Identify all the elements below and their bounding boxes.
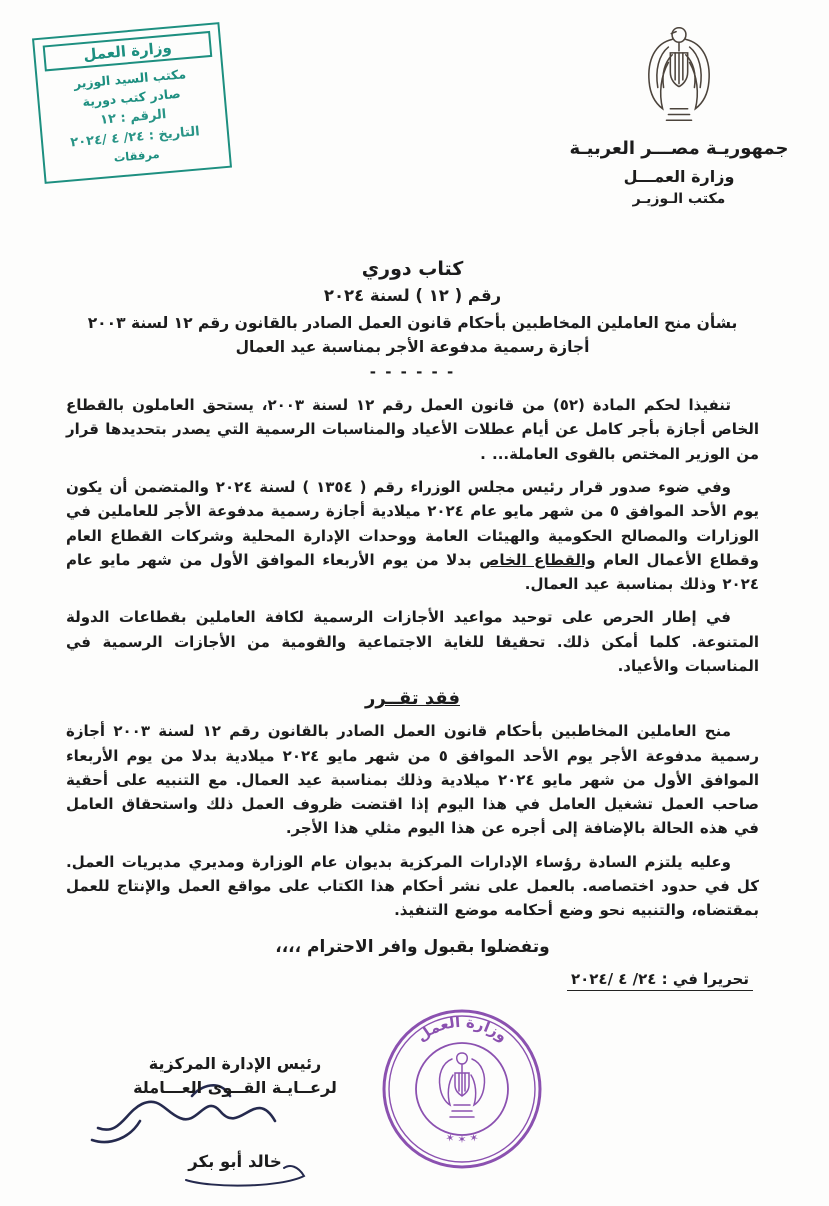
- registry-stamp-attachments-line: مرفقات: [113, 146, 161, 165]
- subject-line-2: أجازة رسمية مدفوعة الأجر بمناسبة عيد العمال: [235, 338, 590, 357]
- registry-stamp-office-line: مكتب السيد الوزير: [73, 66, 187, 91]
- signatory-title-line-2: لرعــايـة القــوى العـــاملة: [133, 1078, 337, 1097]
- svg-text:وزارة العمل: [413, 1013, 511, 1045]
- letterhead-office: مكتب الـوزيـر: [632, 191, 726, 207]
- round-stamp-ministry-text: وزارة العمل: [413, 1012, 512, 1046]
- letterhead-ministry: وزارة العمـــل: [623, 167, 735, 186]
- subject-line-1: بشأن منح العاملين المخاطبين بأحكام قانون العمل الصادر بالقانون رقم ١٢ لسنة ٢٠٠٣: [87, 314, 738, 332]
- registry-stamp: [32, 22, 232, 184]
- issue-date: تحريرا في : ٢٤/ ٤ /٢٠٢٤: [567, 970, 753, 991]
- official-round-stamp: [378, 1005, 546, 1173]
- registry-stamp-outgoing-line: صادر كتب دورية: [81, 86, 182, 110]
- document-number-line: رقم ( ١٢ ) لسنة ٢٠٢٤: [323, 286, 502, 305]
- registry-stamp-title: وزارة العمل: [43, 31, 213, 72]
- registry-stamp-date-line: التاريخ : ٢٤/ ٤ /٢٠٢٤: [69, 124, 201, 151]
- pm-decree-text-after: بدلا من يوم الأربعاء الموافق الأول من شهر مايو عام ٢٠٢٤ وذلك بمناسبة عيد العمال.: [66, 550, 759, 594]
- paragraph-legal-basis: تنفيذا لحكم المادة (٥٢) من قانون العمل رقم ١٢ لسنة ٢٠٠٣، يستحق العاملون بالقطاع الخاص أجازة بأجر كامل عن أيام عطلات الأعياد والمناسبات الرسمية التي يصدر بتحديدها قرار من الوزير المختص بالقوى العاملة... .: [66, 396, 759, 463]
- pm-decree-private-sector-emphasis: والقطاع الخاص: [479, 550, 596, 569]
- signatory-name: خالد أبو بكر: [188, 1152, 282, 1171]
- title-divider: - - - - - -: [369, 363, 456, 382]
- letter-body: [66, 258, 759, 991]
- paragraph-decision: منح العاملين المخاطبين بأحكام قانون العمل الصادر بالقانون رقم ١٢ لسنة ٢٠٠٣ أجازة رسمية مدفوعة الأجر يوم الأحد الموافق ٥ من شهر مايو ٢٠٢٤ ميلادية بدلا من يوم الأربعاء الموافق الأول من شهر مايو ٢٠٢٤ ميلادية وذلك بمناسبة عيد العمال. مع التنبيه على أحقية صاحب العمل تشغيل العامل في هذا اليوم إذا اقتضت ظروف العمل ذلك واستحقاق العامل في هذه الحالة بالإضافة إلى أجره عن هذا اليوم مثلي هذا الأجر.: [66, 722, 759, 838]
- letterhead-country: جمهوريـة مصـــر العربيـة: [569, 138, 789, 159]
- paragraph-unification-rationale: في إطار الحرص على توحيد مواعيد الأجازات الرسمية لكافة العاملين بقطاعات الدولة المتنوعة. كلما أمكن ذلك. تحقيقا للغاية الاجتماعية والقومية من الأجازات الرسمية في المناسبات والأعياد.: [66, 608, 759, 675]
- svg-text:✶ ✶ ✶: ✶ ✶ ✶: [443, 1130, 481, 1146]
- pm-decree-text-before: وفي ضوء صدور قرار رئيس مجلس الوزراء رقم ( ١٣٥٤ ) لسنة ٢٠٢٤ والمتضمن أن يكون يوم الأحد الموافق ٥ من شهر مايو عام ٢٠٢٤ ميلادية أجازة رسمية مدفوعة الأجر للعاملين في الوزارات والمصالح الحكومية والهيئات العامة ووحدات الإدارة المحلية وشركات القطاع العام وقطاع الأعمال العام: [66, 477, 759, 569]
- letterhead: [569, 22, 789, 207]
- signatory-block: [110, 1052, 360, 1171]
- registry-stamp-number-line: الرقم : ١٢: [99, 106, 167, 128]
- egypt-eagle-emblem-icon: [635, 22, 723, 128]
- closing-salutation: وتفضلوا بقبول وافر الاحترام ،،،،: [275, 936, 550, 957]
- decision-heading: فقد تقــرر: [365, 688, 460, 710]
- signatory-title-line-1: رئيس الإدارة المركزية: [148, 1054, 322, 1073]
- issue-date-row: [66, 969, 759, 991]
- paragraph-pm-decree: [66, 475, 759, 596]
- paragraph-obligations: وعليه يلتزم السادة رؤساء الإدارات المركزية بديوان عام الوزارة ومديري مديريات العمل. كل في حدود اختصاصه. بالعمل على نشر أحكام هذا الكتاب على مواقع العمل والإنتاج للعمل بمقتضاه، والتنبيه نحو وضع أحكامه موضع التنفيذ.: [66, 852, 759, 920]
- document-type-title: كتاب دوري: [361, 258, 464, 280]
